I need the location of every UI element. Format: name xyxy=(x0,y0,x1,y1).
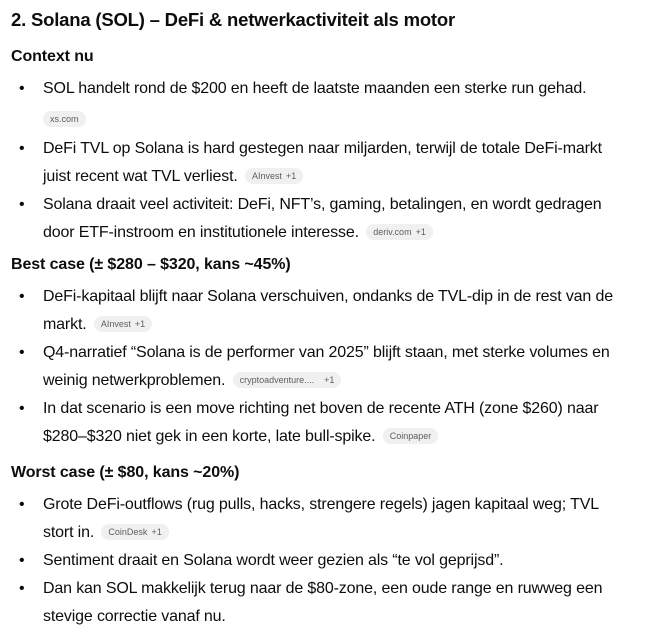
source-count: +1 xyxy=(134,319,146,329)
list-item xyxy=(0,339,645,395)
source-label: cryptoadventure.... xyxy=(239,375,315,385)
list-item xyxy=(0,547,645,575)
source-count: +1 xyxy=(415,227,426,237)
bullet-icon: • xyxy=(19,496,25,513)
list-item xyxy=(0,75,645,134)
list-item xyxy=(0,395,645,451)
bullet-icon: • xyxy=(19,400,25,417)
bullet-icon: • xyxy=(19,288,25,305)
source-label: AInvest xyxy=(100,319,131,329)
source-pill-ainvest[interactable] xyxy=(245,168,303,184)
source-label: xs.com xyxy=(50,114,79,124)
item-text: DeFi-kapitaal blijft naar Solana verschuiven, ondanks de TVL-dip in de rest van de markt. xyxy=(43,288,613,333)
list-item xyxy=(0,191,645,247)
item-text: Solana draait veel activiteit: DeFi, NFT’s, gaming, betalingen, en wordt gedragen door ETF-instroom en institutionele interesse. xyxy=(43,196,602,241)
heading-context: Context nu xyxy=(11,48,94,65)
list-item xyxy=(0,135,645,191)
list-item xyxy=(0,283,645,339)
item-text: Q4-narratief “Solana is de performer van 2025” blijft staan, met sterke volumes en weinig netwerkproblemen. xyxy=(43,344,610,389)
source-pill-coindesk[interactable] xyxy=(101,524,168,540)
context-list xyxy=(0,75,645,247)
section-title: 2. Solana (SOL) – DeFi & netwerkactiviteit als motor xyxy=(11,9,455,30)
heading-best-case: Best case (± $280 – $320, kans ~45%) xyxy=(11,256,291,273)
bullet-icon: • xyxy=(19,552,25,569)
bullet-icon: • xyxy=(19,580,25,597)
source-label: AInvest xyxy=(252,171,283,181)
list-item xyxy=(0,575,645,631)
bullet-icon: • xyxy=(19,344,25,361)
item-text: DeFi TVL op Solana is hard gestegen naar miljarden, terwijl de totale DeFi-markt juist recent wat TVL verliest. xyxy=(43,140,602,185)
best-case-list xyxy=(0,283,645,451)
bullet-icon: • xyxy=(19,196,25,213)
item-text: In dat scenario is een move richting net boven de recente ATH (zone $260) naar $280–$320 niet gek in een korte, late bull-spike. xyxy=(43,400,599,445)
source-count: +1 xyxy=(286,171,297,181)
list-item xyxy=(0,491,645,547)
worst-case-list xyxy=(0,491,645,631)
item-text: Dan kan SOL makkelijk terug naar de $80-zone, een oude range en ruwweg een stevige correctie vanaf nu. xyxy=(43,580,603,625)
source-label: CoinDesk xyxy=(108,527,148,537)
source-count: +1 xyxy=(151,527,162,537)
source-pill-ainvest[interactable] xyxy=(94,316,152,332)
bullet-icon: • xyxy=(19,140,25,157)
item-text: Sentiment draait en Solana wordt weer gezien als “te vol geprijsd”. xyxy=(43,552,504,569)
source-label: Coinpaper xyxy=(389,431,432,441)
heading-worst-case: Worst case (± $80, kans ~20%) xyxy=(11,464,240,481)
source-label: deriv.com xyxy=(373,227,412,237)
source-pill-xs[interactable] xyxy=(43,111,86,127)
item-text: Grote DeFi-outflows (rug pulls, hacks, strengere regels) jagen kapitaal weg; TVL stort in. xyxy=(43,496,599,541)
item-text: SOL handelt rond de $200 en heeft de laatste maanden een sterke run gehad. xyxy=(43,80,587,97)
source-pill-cryptoadventure[interactable] xyxy=(233,372,342,388)
source-pill-coinpaper[interactable] xyxy=(383,428,439,444)
source-pill-deriv[interactable] xyxy=(366,224,433,240)
source-count: +1 xyxy=(324,375,335,385)
bullet-icon: • xyxy=(19,80,25,97)
